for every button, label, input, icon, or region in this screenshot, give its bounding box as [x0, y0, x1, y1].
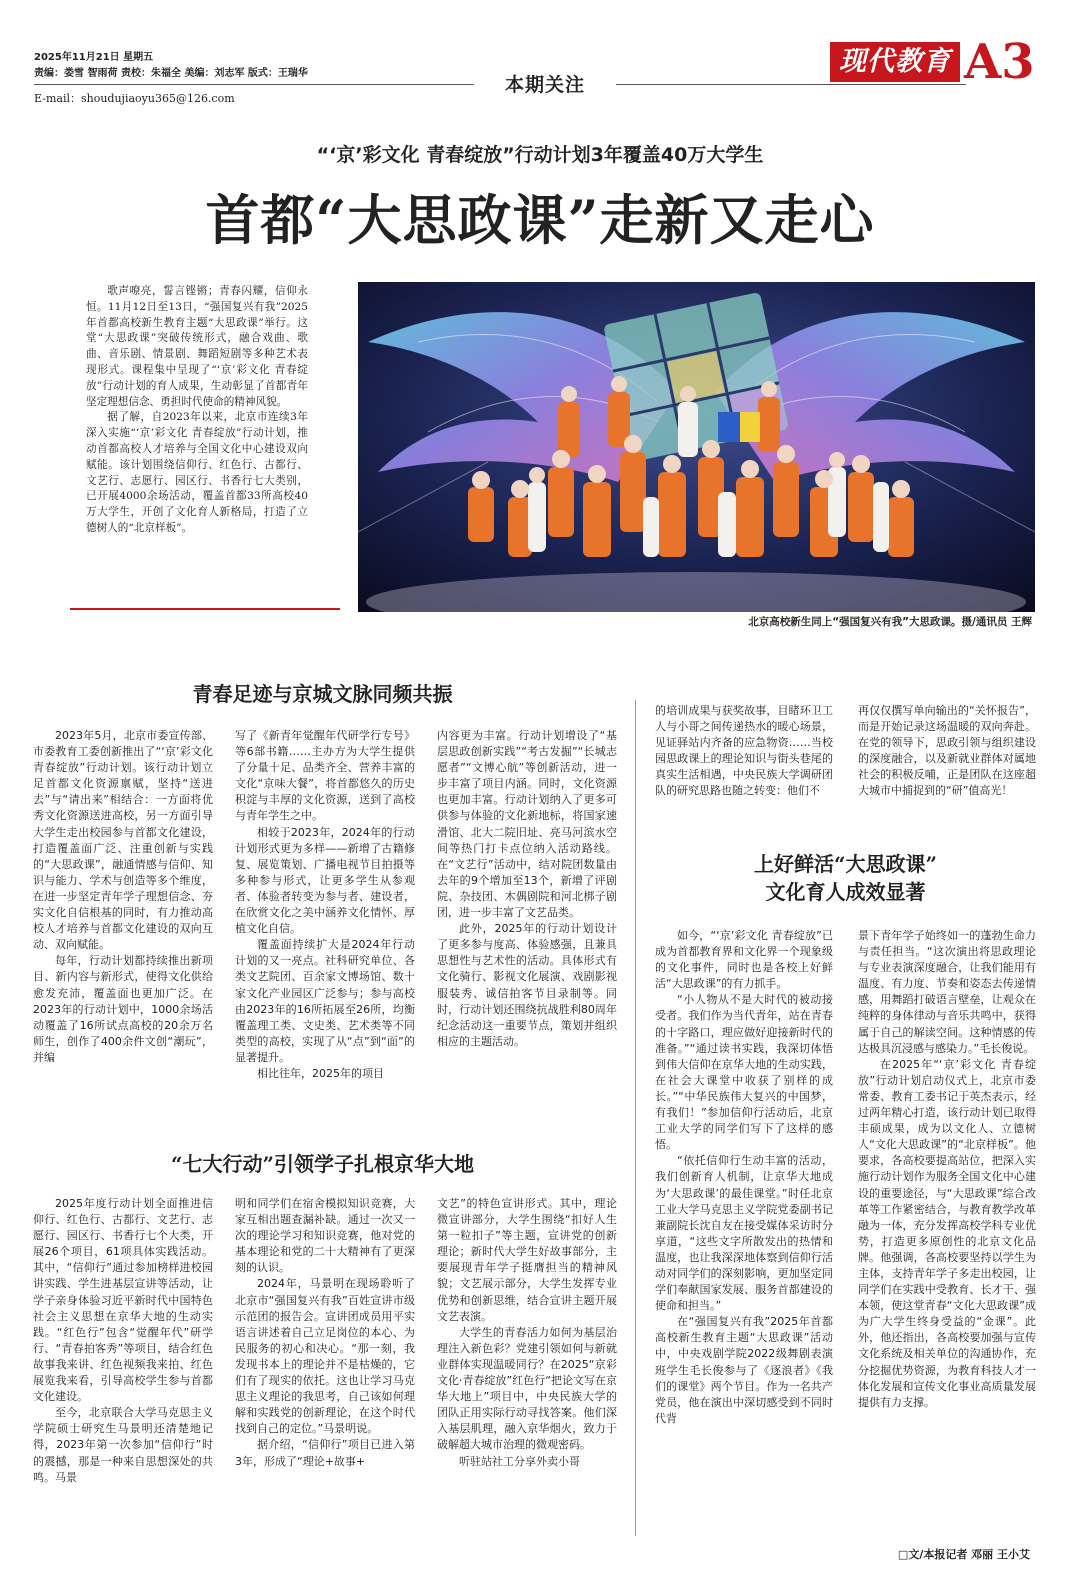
article-paragraph: 大学生的青春活力如何为基层治理注入新色彩？党建引领如何与新就业群体实现温暖同行？在2025“京彩文化·青春绽放”红色行“把论文写在京华大地上”项目中，中央民族大学的团队正用实际行动寻找答案。他们深入基层肌理，融入京华烟火，致力于破解超大城市治理的微观密码。 — [437, 1325, 617, 1452]
lead-paragraph: 据了解，自2023年以来，北京市连续3年深入实施“‘京’彩文化 青春绽放”行动计划，推动首都高校人才培养与全国文化中心建设双向赋能。该计划围绕信仰行、红色行、古都行、文艺行、志愿行、园区行、书香行七大类别，已开展4000余场活动，覆盖首都33所高校40万大学生，开创了文化育人新格局，打造了立德树人的“北京样板”。 — [86, 411, 308, 534]
subheadline: “‘京’彩文化 青春绽放”行动计划3年覆盖40万大学生 — [316, 144, 764, 166]
section2-column-2 — [235, 1196, 415, 1536]
article-paragraph: 相比往年，2025年的项目 — [257, 1066, 384, 1080]
header-rule-left — [34, 84, 474, 85]
headline: 首都“大思政课”走新又走心 — [205, 188, 875, 252]
article-paragraph: 2025年度行动计划全面推进信仰行、红色行、古都行、文艺行、志愿行、园区行、书香行七个大类，开展26个项目，61项具体实践活动。其中，“信仰行”通过参加榜样进校园讲实践、学生进基层宣讲等活动，让学子亲身体验习近平新时代中国特色社会主义思想在京华大地的生动实践。“红色行”包含“觉醒年代”研学行、“青春拍客秀”等项目，结合红色故事我来讲、红色视频我来拍、红色展览我来看，引导高校学生参与首都文化建设。 — [33, 1197, 213, 1404]
article-paragraph: “小人物从不是大时代的被动接受者。我们作为当代青年，站在青春的十字路口，理应做好迎接新时代的准备。”“通过读书实践，我深切体悟到伟大信仰在京华大地的生动实践，在社会大课堂中收获了别样的成长。”“中华民族伟大复兴的中国梦，有我们！”参加信仰行活动后，北京工业大学的同学们写下了这样的感悟。 — [655, 993, 833, 1152]
article-paragraph: 景下青年学子始终如一的蓬勃生命力与责任担当。“这次演出将思政理论与专业表演深度融合，让我们能用有温度、有力度、节奏和姿态去传递情感，用舞蹈打破语言壁垒，让观众在纯粹的身体律动与音乐共鸣中，获得属于自己的解读空间。这种情感的传达极具沉浸感与感染力。”毛长俊说。 — [858, 929, 1036, 1055]
section3-column-1 — [655, 928, 833, 1540]
stage-photo-illustration — [358, 282, 1035, 612]
editors-line: 责编：娄雪 智雨荷 责校：朱福全 美编：刘志军 版式：王瑞华 — [34, 68, 308, 79]
section-tag: 本期关注 — [504, 74, 585, 96]
lead-paragraphs — [86, 284, 308, 537]
photo-caption: 北京高校新生同上“强国复兴有我”大思政课。摄/通讯员 王辉 — [748, 616, 1032, 628]
section3-column-2 — [858, 928, 1036, 1540]
email-line: E-mail：shoudujiaoyu365@126.com — [34, 92, 235, 105]
section1-column-2 — [235, 728, 415, 1134]
article-paragraph: 内容更为丰富。行动计划增设了“基层思政创新实践”“考古发掘”“长城志愿者”“文博心航”等创新活动，进一步丰富了项目内涵。同时，文化资源也更加丰富。行动计划纳入了更多可供参与体验的文化新地标，将国家速滑馆、北大二院旧址、亮马河滨水空间等热门打卡点位纳入活动路线。在“文艺行”活动中，结对院团数量由去年的9个增加至13个，新增了评剧院、杂技团、木偶剧院和河北梆子剧团，进一步丰富了文艺品类。 — [437, 729, 617, 920]
section1-column-3 — [437, 728, 617, 1134]
article-paragraph: 明和同学们在宿舍模拟知识竞赛，大家互相出题查漏补缺。通过一次又一次的理论学习和知识竞赛，他对党的基本理论和党的二十大精神有了更深刻的认识。 — [235, 1197, 415, 1275]
column-divider — [635, 700, 636, 1536]
article-paragraph: 2024年，马景明在现场聆听了北京市“强国复兴有我”百姓宣讲市级示范团的报告会。宣讲团成员用平实语言讲述着自己立足岗位的本心、为民服务的初心和决心。“那一刻，我发现书本上的理论并不是枯燥的，它们有了现实的依托。这也让学习马克思主义理论的我思考，自己该如何理解和实践党的创新理论，在这个时代找到自己的定位。”马景明说。 — [235, 1277, 415, 1436]
article-paragraph: 据介绍，“信仰行”项目已进入第3年，形成了“理论+故事+ — [235, 1438, 415, 1468]
article-paragraph: 再仅仅撰写单向输出的“关怀报告”，而是开始记录这场温暖的双向奔赴。在党的领导下，思政引领与组织建设的深度融合，以及新就业群体对属地社会的积极反哺，正是团队在这座超大城市中捕捉到的“研”值高光！ — [858, 704, 1036, 798]
section1-title: 青春足迹与京城文脉同频共振 — [192, 682, 453, 706]
article-paragraph: 在2025年“‘京’彩文化 青春绽放”行动计划启动仪式上，北京市委常委、教育工委书记于英杰表示，经过两年精心打造，该行动计划已取得丰硕成果，成为以文化人、立德树人“文化大思政课”的“北京样板”。他要求，各高校要提高站位，把深入实施行动计划作为服务全国文化中心建设的重要途径，与“大思政课”综合改革等工作紧密结合，与教育教学改革融为一体，充分发挥高校学科专业优势，打造更多原创性的北京文化品牌。他强调，各高校要坚持以学生为主体，支持青年学子多走出校园，让同学们在实践中受教育、长才干、强本领，使这堂青春“文化大思政课”成为广大学生终身受益的“金课”。此外，他还指出，各高校要加强与宣传文化系统及相关单位的沟通协作，充分挖掘优势资源，为教育科技人才一体化发展和宣传文化事业高质量发展提供有力支撑。 — [858, 1057, 1036, 1409]
article-paragraph: 写了《新青年觉醒年代研学行专号》等6部书籍……主办方为大学生提供了分量十足、品类齐全、营养丰富的文化“京味大餐”，将首都悠久的历史积淀与丰厚的文化资源，送到了高校与青年学生之中。 — [235, 729, 415, 823]
article-paragraph: 至今，北京联合大学马克思主义学院硕士研究生马景明还清楚地记得，2023年第一次参加“信仰行”时的震撼，那是一种来自思想深处的共鸣。马景 — [33, 1406, 213, 1484]
lead-underline — [70, 608, 340, 610]
article-paragraph: 相较于2023年，2024年的行动计划形式更为多样——新增了古籍修复、展览策划、广播电视节目拍摄等多种参与形式，让更多学生从参观者、体验者转变为参与者、建设者，在欣赏文化之美中涵养文化情怀、厚植文化自信。 — [235, 825, 415, 936]
byline: □文/本报记者 邓丽 王小艾 — [897, 1548, 1030, 1561]
masthead-logo: 现代教育报 — [830, 42, 960, 82]
article-paragraph: 的培训成果与获奖故事，目睹环卫工人与小哥之间传递热水的暖心场景，见证驿站内齐备的应急物资……当校园思政课上的理论知识与街头巷尾的真实生活相遇，中央民族大学调研团队的研究思路也随之转变：他们不 — [655, 704, 833, 798]
stage-photo — [358, 282, 1035, 612]
section2-column-3 — [437, 1196, 617, 1536]
article-paragraph: 文艺”的特色宣讲形式。其中，理论微宣讲部分，大学生围绕“扣好人生第一粒扣子”等主题，宣讲党的创新理论；新时代大学生好故事部分，主要展现青年学子挺膺担当的精神风貌；文艺展示部分，大学生发挥专业优势和创新思维，结合宣讲主题开展文艺表演。 — [437, 1197, 617, 1323]
header-rule-right — [616, 84, 966, 85]
article-paragraph: 每年，行动计划都持续推出新项目、新内容与新形式，使得文化供给愈发充沛，覆盖面也更加广泛。在2023年的行动计划中，1000余场活动覆盖了16所试点高校的20余万名师生，创作了400余件文创“潮玩”，并编 — [33, 954, 213, 1064]
issue-date: 2025年11月21日 星期五 — [34, 52, 154, 63]
lead-paragraph: 歌声嘹亮，誓言铿锵；青春闪耀，信仰永恒。11月12日至13日，“强国复兴有我”2025年首都高校新生教育主题“大思政课”举行。这堂“大思政课”突破传统形式，融合戏曲、歌曲、音乐剧、情景剧、舞蹈短剧等多种艺术表现形式。课程集中呈现了“‘京’彩文化 青春绽放”行动计划的育人成果，生动彰显了首都青年坚定理想信念、勇担时代使命的精神风貌。 — [86, 285, 308, 408]
section2-column-1 — [33, 1196, 213, 1536]
article-paragraph: 听驻站社工分享外卖小哥 — [459, 1454, 580, 1468]
section2-title: “七大行动”引领学子扎根京华大地 — [170, 1152, 474, 1176]
section3-title-line2: 文化育人成效显著 — [765, 880, 926, 904]
article-paragraph: 覆盖面持续扩大是2024年行动计划的又一亮点。社科研究单位、各类文艺院团、百余家文博场馆、数十家文化产业园区广泛参与；参与高校由2023年的16所拓展至26所，均衡覆盖理工类、文史类、艺术类等不同类型的高校，实现了从“点”到“面”的显著提升。 — [235, 938, 415, 1064]
right-top-column-2 — [858, 703, 1036, 833]
section3-title-line1: 上好鲜活“大思政课” — [753, 852, 937, 876]
right-top-column-1 — [655, 703, 833, 833]
article-paragraph: 在“强国复兴有我”2025年首都高校新生教育主题“大思政课”活动中，中央戏剧学院2022级舞剧表演班学生毛长俊参与了《逐浪者》《我们的课堂》两个节目。作为一名共产党员，他在演出中深切感受到不同时代背 — [655, 1315, 833, 1425]
article-paragraph: 如今，“‘京’彩文化 青春绽放”已成为首都教育界和文化界一个现象级的文化事件，同时也是各校上好鲜活“大思政课”的有力抓手。 — [655, 929, 833, 991]
section1-column-1 — [33, 728, 213, 1134]
article-paragraph: 此外，2025年的行动计划设计了更多参与度高、体验感强，且兼具思想性与艺术性的活动。具体形式有文化骑行、影视文化展演、戏剧影视服装秀、诚信拍客节目录制等。同时，行动计划还围绕抗战胜利80周年纪念活动这一重要节点，策划并组织相应的主题活动。 — [437, 922, 617, 1048]
article-paragraph: “依托信仰行生动丰富的活动，我们创新育人机制，让京华大地成为‘大思政课’的最佳课堂。”时任北京工业大学马克思主义学院党委副书记兼副院长沈自友在接受媒体采访时分享道，“这些文字所散发出的热情和温度，也让我深深地体察到信仰行活动对同学们的深刻影响，更加坚定同学们奉献国家发展、服务首都建设的使命和担当。” — [655, 1154, 833, 1313]
page-number: A3 — [964, 34, 1035, 90]
article-paragraph: 2023年5月，北京市委宣传部、市委教育工委创新推出了“‘京’彩文化 青春绽放”行动计划。该行动计划立足首都文化资源禀赋，坚持“送进去”与“请出来”相结合：一方面将优秀文化资源送进高校，另一方面引导大学生走出校园参与首都文化建设，打造覆盖面广泛、注重创新与实践的“大思政课”，融通情感与信仰、知识与能力、学术与创造等多个维度，在进一步坚定青年学子理想信念、夯实文化自信根基的同时，有力推动高校人才培养与首都文化建设的双向互动、双向赋能。 — [33, 729, 213, 952]
